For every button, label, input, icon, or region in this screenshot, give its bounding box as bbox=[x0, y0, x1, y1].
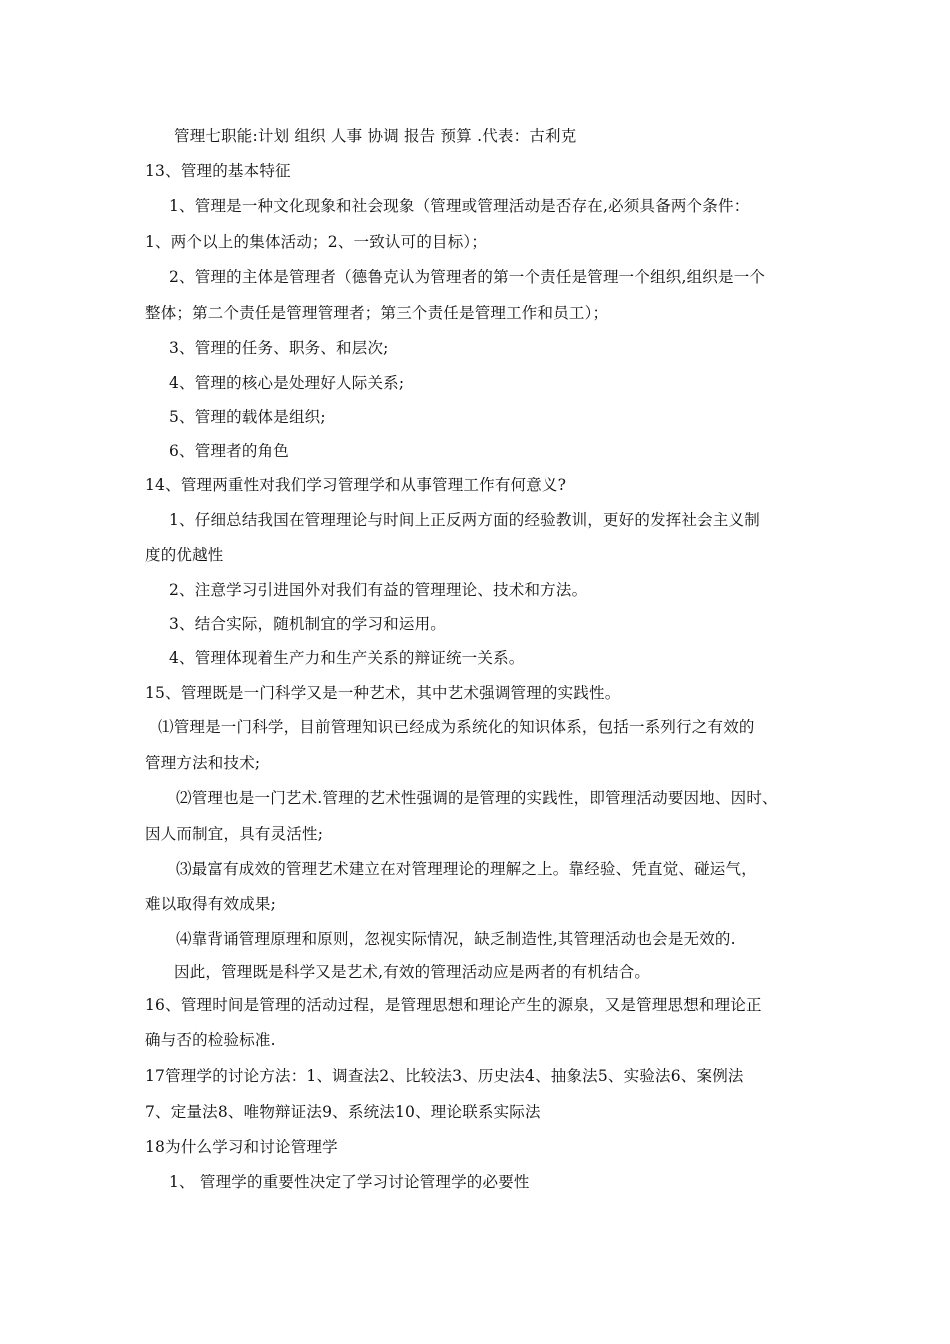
text-line: 5、管理的载体是组织; bbox=[169, 408, 326, 426]
text-line: 1、 管理学的重要性决定了学习讨论管理学的必要性 bbox=[169, 1173, 530, 1191]
text-line: 2、管理的主体是管理者（德鲁克认为管理者的第一个责任是管理一个组织,组织是一个 bbox=[169, 268, 766, 286]
text-line: 7、定量法8、唯物辩证法9、系统法10、理论联系实际法 bbox=[145, 1103, 541, 1121]
text-line: 6、管理者的角色 bbox=[169, 442, 289, 460]
text-line: ⑵管理也是一门艺术.管理的艺术性强调的是管理的实践性，即管理活动要因地、因时、 bbox=[176, 789, 778, 807]
section-heading: 14、管理两重性对我们学习管理学和从事管理工作有何意义? bbox=[145, 476, 567, 494]
text-line: 1、管理是一种文化现象和社会现象（管理或管理活动是否存在,必须具备两个条件： bbox=[169, 197, 750, 215]
section-heading: 15、管理既是一门科学又是一种艺术，其中艺术强调管理的实践性。 bbox=[145, 684, 621, 702]
text-line: 3、管理的任务、职务、和层次; bbox=[169, 339, 389, 357]
text-line: 难以取得有效成果; bbox=[145, 895, 277, 913]
text-line: ⑴管理是一门科学，目前管理知识已经成为系统化的知识体系，包括一系列行之有效的 bbox=[158, 718, 755, 736]
section-heading: 16、管理时间是管理的活动过程，是管理思想和理论产生的源泉，又是管理思想和理论正 bbox=[145, 996, 762, 1014]
text-line: 1、仔细总结我国在管理理论与时间上正反两方面的经验教训，更好的发挥社会主义制 bbox=[169, 511, 760, 529]
text-line: 因人而制宜，具有灵活性; bbox=[145, 825, 324, 843]
text-line: 管理方法和技术; bbox=[145, 754, 261, 772]
text-line: ⑶最富有成效的管理艺术建立在对管理理论的理解之上。靠经验、凭直觉、碰运气， bbox=[176, 860, 757, 878]
text-line: 整体；第二个责任是管理管理者；第三个责任是管理工作和员工）； bbox=[145, 304, 609, 322]
text-line: 2、注意学习引进国外对我们有益的管理理论、技术和方法。 bbox=[169, 581, 588, 599]
section-heading: 17管理学的讨论方法：1、调查法2、比较法3、历史法4、抽象法5、实验法6、案例法 bbox=[145, 1067, 744, 1085]
text-line: 4、管理体现着生产力和生产关系的辩证统一关系。 bbox=[169, 649, 525, 667]
text-line: 1、两个以上的集体活动；2、一致认可的目标）； bbox=[145, 233, 488, 251]
text-line: 管理七职能:计划 组织 人事 协调 报告 预算 .代表：古利克 bbox=[174, 127, 577, 145]
text-line: 确与否的检验标准. bbox=[145, 1031, 276, 1049]
text-line: 4、管理的核心是处理好人际关系; bbox=[169, 374, 405, 392]
text-line: 度的优越性 bbox=[145, 546, 224, 564]
text-line: 3、结合实际，随机制宜的学习和运用。 bbox=[169, 615, 446, 633]
text-line: 因此，管理既是科学又是艺术,有效的管理活动应是两者的有机结合。 bbox=[174, 963, 651, 981]
section-heading: 13、管理的基本特征 bbox=[145, 162, 291, 180]
text-line: ⑷靠背诵管理原理和原则，忽视实际情况，缺乏制造性,其管理活动也会是无效的. bbox=[176, 930, 736, 948]
section-heading: 18为什么学习和讨论管理学 bbox=[145, 1138, 338, 1156]
